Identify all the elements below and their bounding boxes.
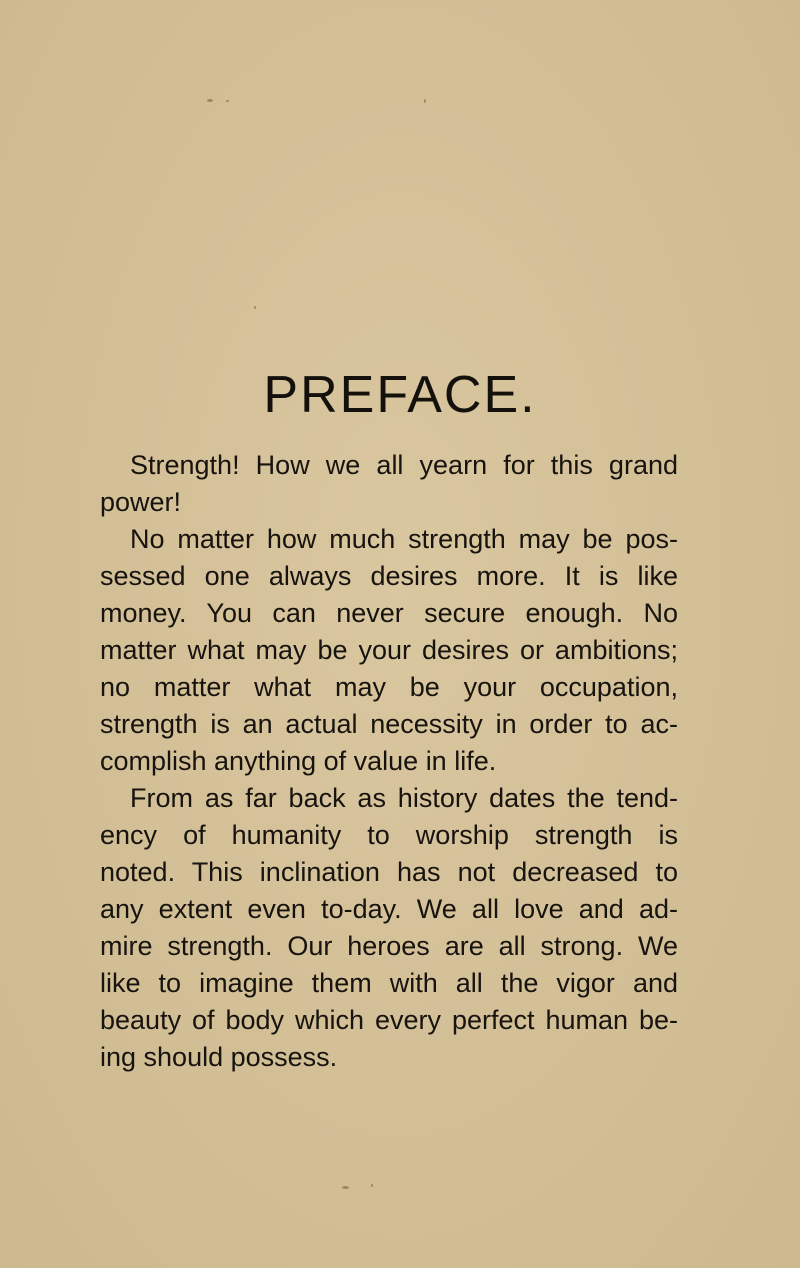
preface-text xyxy=(100,447,678,1076)
text-line: From as far back as history dates the tend- xyxy=(130,783,678,813)
text-line: sessed one always desires more. It is like xyxy=(100,561,678,591)
text-line: ency of humanity to worship strength is xyxy=(100,820,678,850)
text-line: any extent even to-day. We all love and ad- xyxy=(100,894,678,924)
paper-speck xyxy=(226,100,229,102)
paper-speck xyxy=(342,1186,349,1189)
text-line: no matter what may be your occupation, xyxy=(100,672,678,702)
text-line: power! xyxy=(100,487,182,517)
paper-speck xyxy=(254,306,256,309)
text-line: strength is an actual necessity in order to ac- xyxy=(100,709,678,739)
text-line: complish anything of value in life. xyxy=(100,746,497,776)
paper-speck xyxy=(424,99,426,103)
text-line: beauty of body which every perfect human be- xyxy=(100,1005,678,1035)
text-line: matter what may be your desires or ambitions; xyxy=(100,635,678,665)
text-line: No matter how much strength may be pos- xyxy=(130,524,678,554)
text-line: money. You can never secure enough. No xyxy=(100,598,678,628)
paper-speck xyxy=(371,1184,373,1187)
page-title: PREFACE. xyxy=(263,365,537,424)
text-line: Strength! How we all yearn for this grand xyxy=(130,450,678,480)
paper-speck xyxy=(207,99,213,102)
text-line: mire strength. Our heroes are all strong. We xyxy=(100,931,678,961)
text-line: noted. This inclination has not decreased to xyxy=(100,857,678,887)
text-line: ing should possess. xyxy=(100,1042,338,1072)
text-line: like to imagine them with all the vigor and xyxy=(100,968,678,998)
